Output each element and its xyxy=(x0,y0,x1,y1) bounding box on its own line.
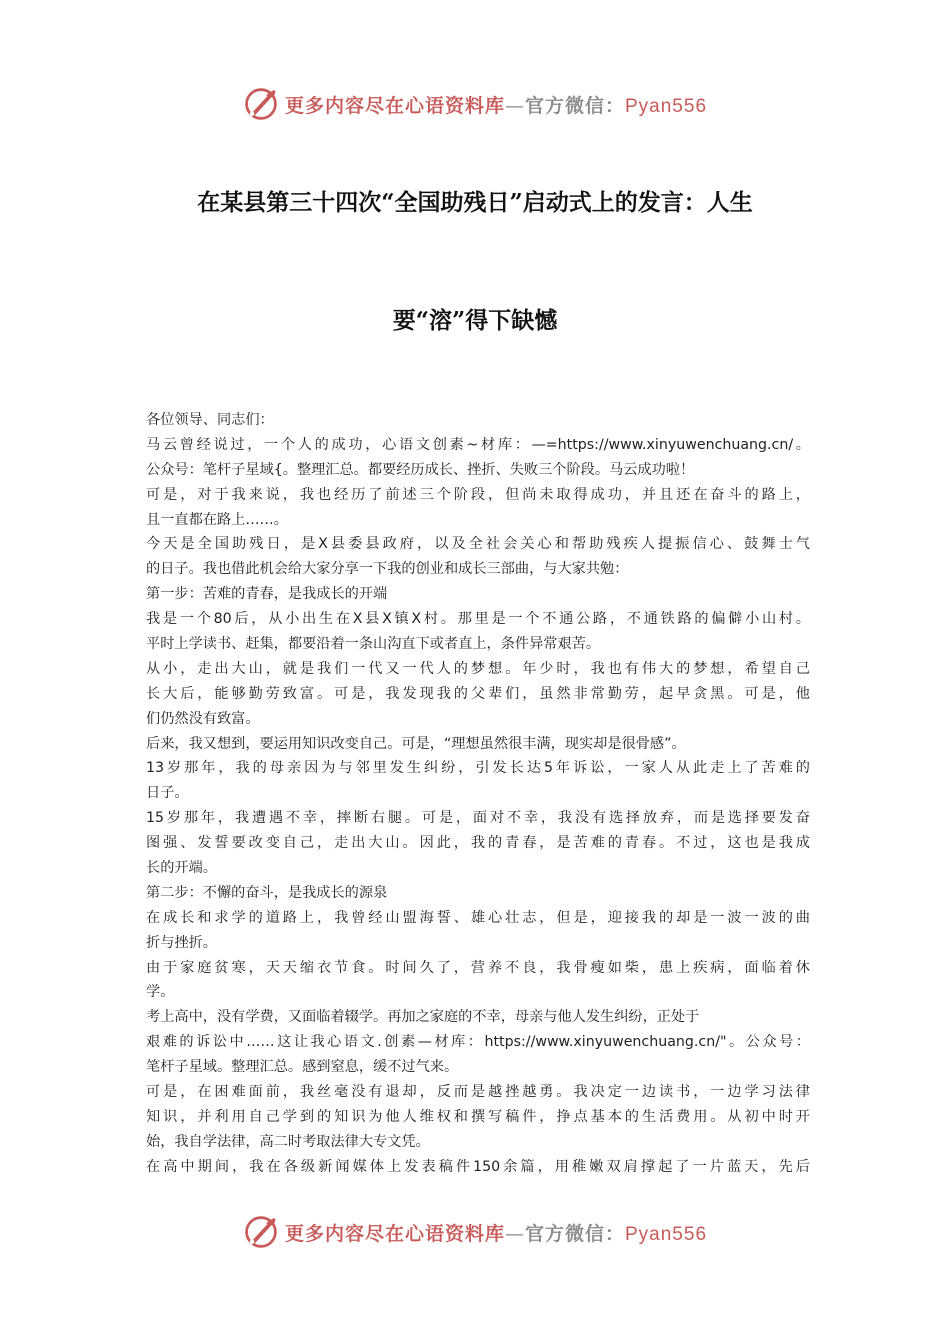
text-line: 们仍然没有致富。 xyxy=(146,710,260,727)
text-line: 从小，走出大山，就是我们一代又一代人的梦想。年少时，我也有伟大的梦想，希望自己 xyxy=(146,660,810,677)
document-title-line-1: 在某县第三十四次“全国助残日”启动式上的发言：人生 xyxy=(197,189,753,216)
text-line: 折与挫折。 xyxy=(146,934,217,951)
banner-text: 更多内容尽在心语资料库—官方微信：Pyan556 xyxy=(284,94,708,117)
text-line: 始，我自学法律，高二时考取法律大专文凭。 xyxy=(146,1133,430,1150)
text-line: 由于家庭贫寒，天天缩衣节食。时间久了，营养不良，我骨瘦如柴，患上疾病，面临着休 xyxy=(146,959,810,976)
text-line: 学。 xyxy=(146,984,175,1001)
text-line: 13岁那年，我的母亲因为与邻里发生纠纷，引发长达5年诉讼，一家人从此走上了苦难的 xyxy=(146,760,810,777)
text-line: 15岁那年，我遭遇不幸，摔断右腿。可是，面对不幸，我没有选择放弃，而是选择要发奋 xyxy=(146,810,810,827)
text-line: 的日子。我也借此机会给大家分享一下我的创业和成长三部曲，与大家共勉： xyxy=(146,561,629,578)
text-line: 平时上学读书、赶集，都要沿着一条山沟直下或者直上，条件异常艰苦。 xyxy=(146,636,601,653)
text-line: 在成长和求学的道路上，我曾经山盟海誓、雄心壮志，但是，迎接我的却是一波一波的曲 xyxy=(146,909,810,926)
text-line: 且一直都在路上……。 xyxy=(146,511,288,528)
text-line: 可是，在困难面前，我丝毫没有退却，反而是越挫越勇。我决定一边读书，一边学习法律 xyxy=(146,1084,810,1101)
text-line: 公众号：笔杆子星域{。整理汇总。都要经历成长、挫折、失败三个阶段。马云成功啦！ xyxy=(146,461,695,478)
text-line: 第一步：苦难的青春，是我成长的开端 xyxy=(146,586,388,603)
text-line: 艰难的诉讼中……这让我心语文.创素—材库：https://www.xinyuwenchuang.cn/"。公众号： xyxy=(146,1034,810,1051)
text-line: 可是，对于我来说，我也经历了前述三个阶段，但尚未取得成功，并且还在奋斗的路上， xyxy=(146,486,810,503)
header-watermark-banner xyxy=(0,84,950,124)
text-line: 笔杆子星域。整理汇总。感到窒息，缓不过气来。 xyxy=(146,1059,459,1076)
text-line: 我是一个80后，从小出生在X县X镇X村。那里是一个不通公路，不通铁路的偏僻小山村。 xyxy=(146,611,810,628)
text-line: 知识，并利用自己学到的知识为他人维权和撰写稿件，挣点基本的生活费用。从初中时开 xyxy=(146,1108,810,1125)
text-line: 长大后，能够勤劳致富。可是，我发现我的父辈们，虽然非常勤劳，起早贪黑。可是，他 xyxy=(146,685,810,702)
text-line: 后来，我又想到，要运用知识改变自己。可是，“理想虽然很丰满，现实却是很骨感”。 xyxy=(146,735,686,752)
text-line: 长的开端。 xyxy=(146,860,217,877)
text-line: 考上高中，没有学费，又面临着辍学。再加之家庭的不幸，母亲与他人发生纠纷，正处于 xyxy=(146,1009,700,1026)
text-line: 今天是全国助残日，是X县委县政府，以及全社会关心和帮助残疾人提振信心、鼓舞士气 xyxy=(146,536,810,553)
text-line: 在高中期间，我在各级新闻媒体上发表稿件150余篇，用稚嫩双肩撑起了一片蓝天，先后 xyxy=(146,1158,810,1175)
document-title-line-2: 要“溶”得下缺憾 xyxy=(392,307,558,334)
text-line: 图强、发誓要改变自己，走出大山。因此，我的青春，是苦难的青春。不过，这也是我成 xyxy=(146,835,810,852)
footer-watermark-banner xyxy=(0,1212,950,1252)
document-body xyxy=(146,408,810,1180)
text-line: 各位领导、同志们： xyxy=(146,412,274,428)
quill-pen-logo-icon xyxy=(243,86,279,122)
quill-pen-logo-icon xyxy=(243,1214,279,1250)
text-line: 日子。 xyxy=(146,785,189,802)
text-line: 第二步：不懈的奋斗，是我成长的源泉 xyxy=(146,884,388,901)
text-line: 马云曾经说过，一个人的成功，心语文创素~材库：—=https://www.xinyuwenchuang.cn/。 xyxy=(146,436,810,453)
banner-text: 更多内容尽在心语资料库—官方微信：Pyan556 xyxy=(284,1222,708,1245)
